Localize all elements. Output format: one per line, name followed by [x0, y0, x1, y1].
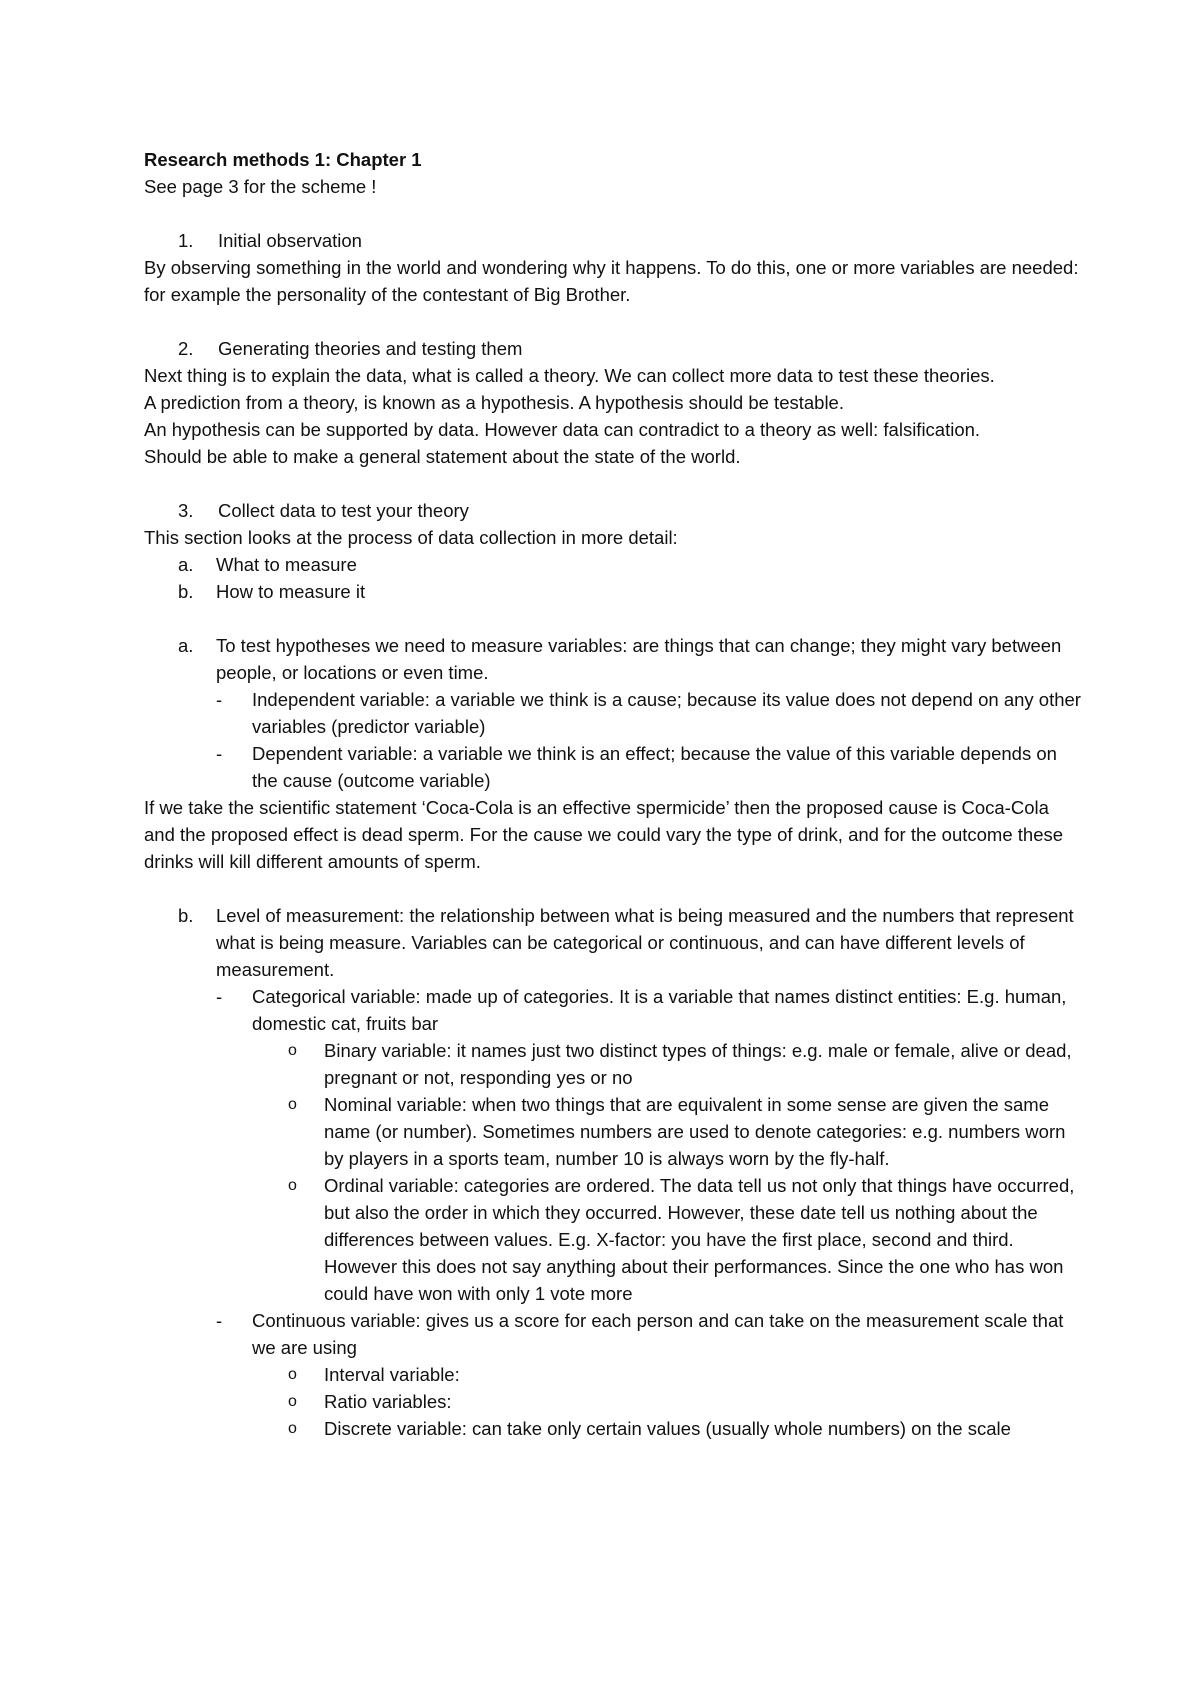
part-a-text: To test hypotheses we need to measure variables: are things that can change; they might vary between people, or locations or even time. [216, 635, 1062, 683]
list-marker: b. [178, 581, 194, 602]
section-heading-text: Generating theories and testing them [218, 338, 523, 359]
binary-variable-text: Binary variable: it names just two distinct types of things: e.g. male or female, alive or dead, pregnant or not, responding yes or no [324, 1040, 1072, 1088]
list-marker: a. [178, 554, 194, 575]
bullet-marker: o [288, 1366, 297, 1383]
discrete-variable-text: Discrete variable: can take only certain values (usually whole numbers) on the scale [324, 1418, 1011, 1439]
list-item [216, 983, 1084, 1307]
list-marker: a. [178, 635, 194, 656]
list-item [288, 1172, 1084, 1307]
bullet-marker: o [288, 1096, 297, 1113]
bullet-marker: o [288, 1042, 297, 1059]
section-1-heading [174, 227, 1084, 254]
document-title: Research methods 1: Chapter 1 [144, 149, 422, 170]
dash-marker: - [216, 1310, 223, 1331]
section-2-paragraph: Next thing is to explain the data, what is called a theory. We can collect more data to test these theories. [144, 365, 995, 386]
list-item [178, 551, 1084, 578]
interval-variable-text: Interval variable: [324, 1364, 460, 1385]
part-a [178, 632, 1084, 794]
ratio-variable-text: Ratio variables: [324, 1391, 452, 1412]
section-heading-text: Collect data to test your theory [218, 500, 469, 521]
section-number: 2. [178, 338, 194, 359]
list-item [288, 1388, 1084, 1415]
section-number: 1. [178, 230, 194, 251]
dash-marker: - [216, 986, 223, 1007]
list-item [216, 1307, 1084, 1442]
list-item [178, 578, 1084, 605]
part-b [178, 902, 1084, 1442]
list-item-text: How to measure it [216, 581, 366, 602]
ordinal-variable-text: Ordinal variable: categories are ordered. The data tell us not only that things have occurred, but also the order in which they occurred. However, these date tell us nothing about the differences between values. E.g. X-factor: you have the first place, second and third. However this does not say anything about their performances. Since the one who has won could have won with only 1 vote more [324, 1175, 1075, 1304]
section-number: 3. [178, 500, 194, 521]
example-paragraph: If we take the scientific statement ‘Coca-Cola is an effective spermicide’ then the proposed cause is Coca-Cola and the proposed effect is dead sperm. For the cause we could vary the type of drink, and for the outcome these drinks will kill different amounts of sperm. [144, 797, 1064, 872]
bullet-marker: o [288, 1177, 297, 1194]
list-item [288, 1037, 1084, 1091]
list-item [288, 1091, 1084, 1172]
continuous-variable-text: Continuous variable: gives us a score for each person and can take on the measurement scale that we are using [252, 1310, 1064, 1358]
section-heading-text: Initial observation [218, 230, 362, 251]
section-3-heading [174, 497, 1084, 524]
bullet-marker: o [288, 1420, 297, 1437]
dash-marker: - [216, 743, 223, 764]
section-2-paragraph: A prediction from a theory, is known as a hypothesis. A hypothesis should be testable. [144, 392, 844, 413]
list-item [288, 1415, 1084, 1442]
list-item-text: What to measure [216, 554, 357, 575]
part-b-text: Level of measurement: the relationship between what is being measured and the numbers that represent what is being measure. Variables can be categorical or continuous, and can have different levels of measurement. [216, 905, 1074, 980]
independent-variable-text: Independent variable: a variable we think is a cause; because its value does not depend on any other variables (predictor variable) [252, 689, 1081, 737]
list-item [288, 1361, 1084, 1388]
dependent-variable-text: Dependent variable: a variable we think is an effect; because the value of this variable depends on the cause (outcome variable) [252, 743, 1057, 791]
document-content [144, 146, 1084, 1442]
section-2-paragraph: An hypothesis can be supported by data. However data can contradict to a theory as well: falsification. [144, 419, 981, 440]
list-item [216, 740, 1084, 794]
section-1-text: By observing something in the world and wondering why it happens. To do this, one or more variables are needed: for example the personality of the contestant of Big Brother. [144, 257, 1079, 305]
section-2-paragraph: Should be able to make a general statement about the state of the world. [144, 446, 741, 467]
list-item [216, 686, 1084, 740]
document-subtitle: See page 3 for the scheme ! [144, 176, 377, 197]
categorical-variable-text: Categorical variable: made up of categories. It is a variable that names distinct entities: E.g. human, domestic cat, fruits bar [252, 986, 1067, 1034]
section-3-intro: This section looks at the process of data collection in more detail: [144, 527, 678, 548]
nominal-variable-text: Nominal variable: when two things that are equivalent in some sense are given the same name (or number). Sometimes numbers are used to denote categories: e.g. numbers worn by players in a sports team, number 10 is always worn by the fly-half. [324, 1094, 1066, 1169]
bullet-marker: o [288, 1393, 297, 1410]
section-2-heading [174, 335, 1084, 362]
dash-marker: - [216, 689, 223, 710]
list-marker: b. [178, 905, 194, 926]
